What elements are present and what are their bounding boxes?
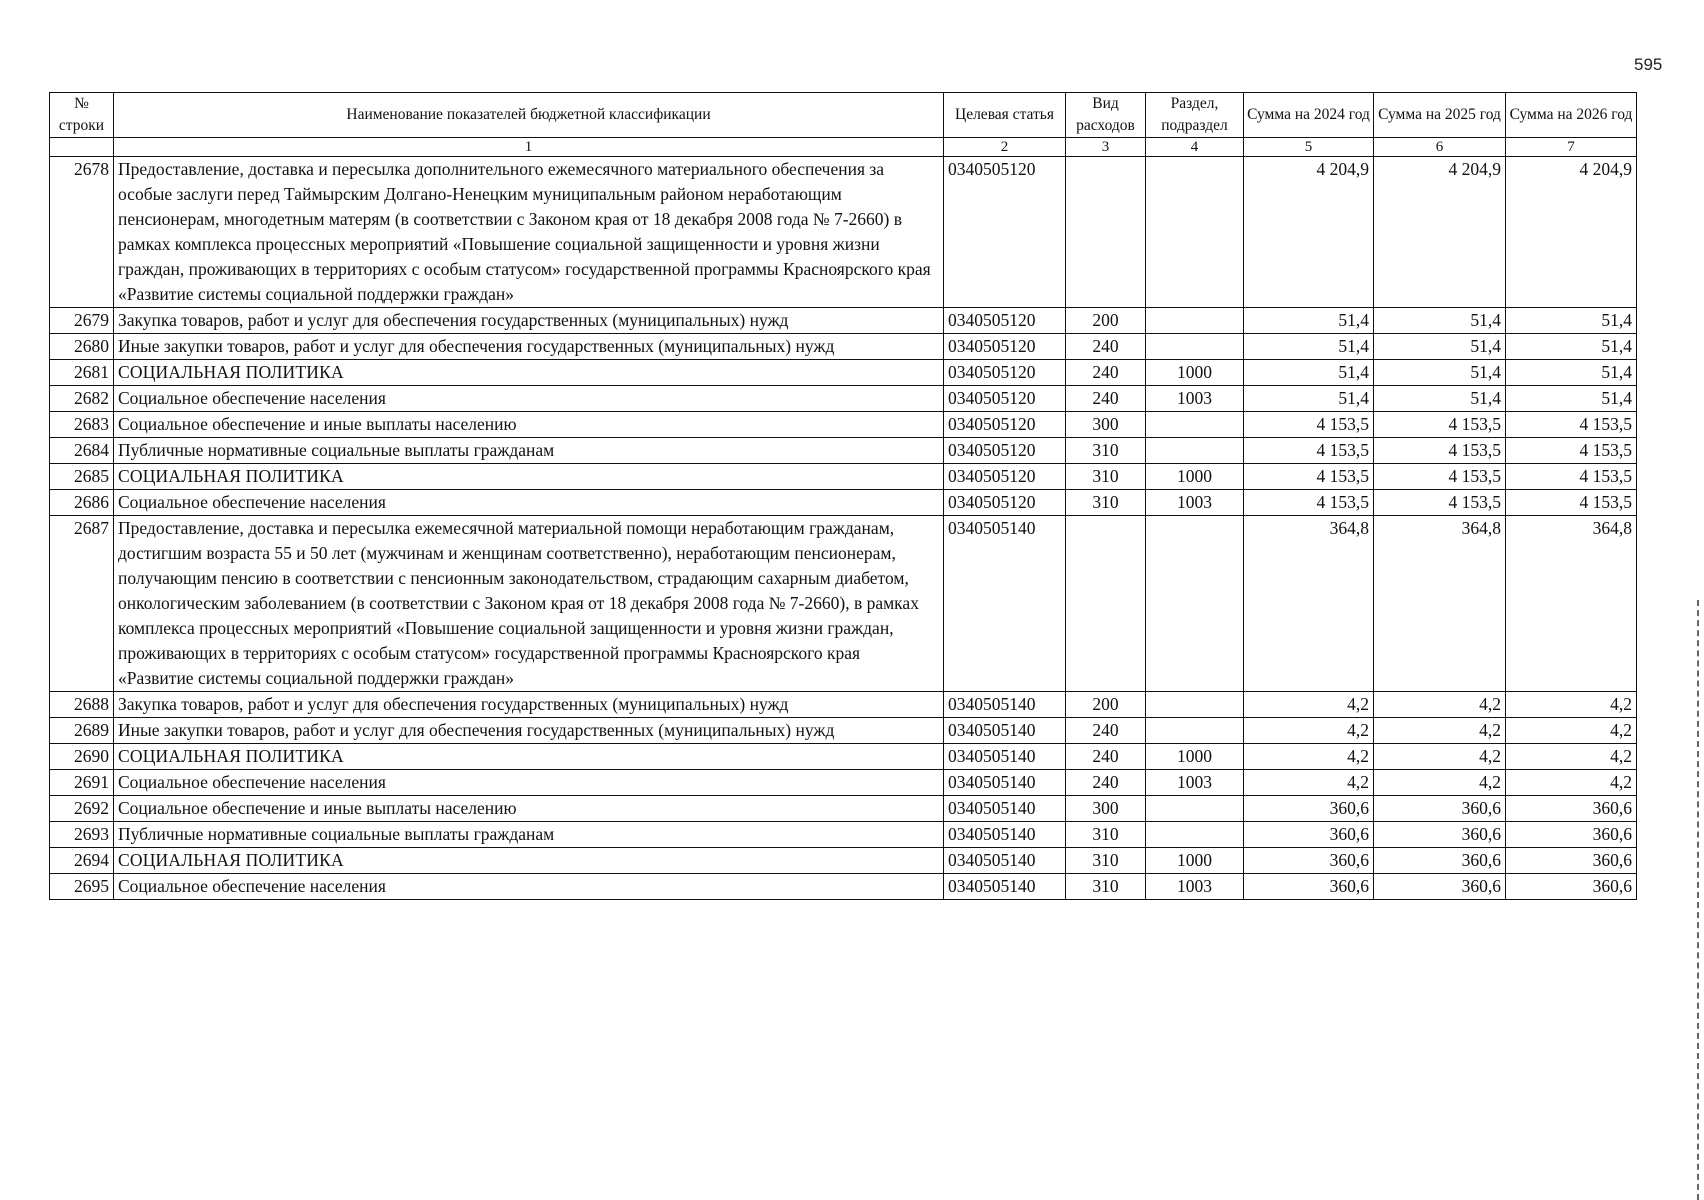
row-sum-2024: 4 153,5 xyxy=(1244,412,1374,438)
row-sum-2024: 51,4 xyxy=(1244,334,1374,360)
budget-table xyxy=(49,92,1637,900)
row-sum-2024: 4 204,9 xyxy=(1244,157,1374,308)
row-sum-2025: 4,2 xyxy=(1374,718,1506,744)
row-target: 0340505120 xyxy=(944,464,1066,490)
row-name: Социальное обеспечение населения xyxy=(114,874,944,900)
row-sum-2026: 4 153,5 xyxy=(1506,464,1637,490)
row-target: 0340505140 xyxy=(944,516,1066,692)
header-numbers-row xyxy=(50,138,1637,157)
row-name: Иные закупки товаров, работ и услуг для обеспечения государственных (муниципальных) нужд xyxy=(114,718,944,744)
row-name: СОЦИАЛЬНАЯ ПОЛИТИКА xyxy=(114,464,944,490)
row-name: СОЦИАЛЬНАЯ ПОЛИТИКА xyxy=(114,360,944,386)
row-sum-2026: 51,4 xyxy=(1506,386,1637,412)
row-sum-2025: 4 153,5 xyxy=(1374,464,1506,490)
row-target: 0340505120 xyxy=(944,360,1066,386)
row-sum-2025: 4 153,5 xyxy=(1374,412,1506,438)
row-section: 1000 xyxy=(1146,464,1244,490)
row-type: 240 xyxy=(1066,770,1146,796)
row-sum-2025: 364,8 xyxy=(1374,516,1506,692)
row-sum-2024: 4 153,5 xyxy=(1244,490,1374,516)
table-row xyxy=(50,796,1637,822)
header-num: 4 xyxy=(1146,138,1244,157)
row-sum-2025: 360,6 xyxy=(1374,822,1506,848)
row-number: 2692 xyxy=(50,796,114,822)
row-sum-2026: 364,8 xyxy=(1506,516,1637,692)
row-sum-2026: 360,6 xyxy=(1506,848,1637,874)
row-number: 2693 xyxy=(50,822,114,848)
row-number: 2685 xyxy=(50,464,114,490)
header-sum-2025: Сумма на 2025 год xyxy=(1374,93,1506,138)
row-sum-2024: 51,4 xyxy=(1244,386,1374,412)
row-section xyxy=(1146,334,1244,360)
row-sum-2025: 360,6 xyxy=(1374,874,1506,900)
row-target: 0340505120 xyxy=(944,412,1066,438)
row-sum-2026: 4,2 xyxy=(1506,770,1637,796)
table-row xyxy=(50,490,1637,516)
table-row xyxy=(50,360,1637,386)
row-target: 0340505140 xyxy=(944,796,1066,822)
row-type: 310 xyxy=(1066,874,1146,900)
row-number: 2680 xyxy=(50,334,114,360)
row-number: 2690 xyxy=(50,744,114,770)
row-sum-2025: 51,4 xyxy=(1374,386,1506,412)
row-name: Публичные нормативные социальные выплаты гражданам xyxy=(114,822,944,848)
header-num: 3 xyxy=(1066,138,1146,157)
header-num: 7 xyxy=(1506,138,1637,157)
row-number: 2687 xyxy=(50,516,114,692)
row-sum-2024: 4 153,5 xyxy=(1244,438,1374,464)
row-section: 1003 xyxy=(1146,874,1244,900)
row-number: 2678 xyxy=(50,157,114,308)
row-name: СОЦИАЛЬНАЯ ПОЛИТИКА xyxy=(114,848,944,874)
row-type: 300 xyxy=(1066,796,1146,822)
row-type: 300 xyxy=(1066,412,1146,438)
row-sum-2026: 4 153,5 xyxy=(1506,412,1637,438)
row-number: 2694 xyxy=(50,848,114,874)
row-type: 310 xyxy=(1066,848,1146,874)
row-type: 240 xyxy=(1066,334,1146,360)
row-sum-2025: 360,6 xyxy=(1374,848,1506,874)
row-target: 0340505140 xyxy=(944,822,1066,848)
row-sum-2024: 51,4 xyxy=(1244,360,1374,386)
row-section xyxy=(1146,718,1244,744)
row-name: Социальное обеспечение и иные выплаты населению xyxy=(114,796,944,822)
table-row xyxy=(50,157,1637,308)
row-type xyxy=(1066,516,1146,692)
scan-edge-marks xyxy=(1697,600,1701,1200)
row-sum-2026: 360,6 xyxy=(1506,874,1637,900)
row-sum-2024: 360,6 xyxy=(1244,796,1374,822)
row-sum-2026: 4 204,9 xyxy=(1506,157,1637,308)
row-sum-2025: 51,4 xyxy=(1374,308,1506,334)
table-row xyxy=(50,308,1637,334)
row-section xyxy=(1146,692,1244,718)
row-name: Публичные нормативные социальные выплаты гражданам xyxy=(114,438,944,464)
row-name: Предоставление, доставка и пересылка дополнительного ежемесячного материального обеспечения за особые заслуги перед Таймырским Долгано-Ненецким муниципальным районом неработающим пенсионерам, многодетным матерям (в соответствии с Законом края от 18 декабря 2008 года № 7-2660) в рамках комплекса процессных мероприятий «Повышение социальной защищенности и уровня жизни граждан, проживающих в территориях с особым статусом» государственной программы Красноярского края «Развитие системы социальной поддержки граждан» xyxy=(114,157,944,308)
row-sum-2024: 4,2 xyxy=(1244,692,1374,718)
row-number: 2688 xyxy=(50,692,114,718)
table-row xyxy=(50,770,1637,796)
row-sum-2025: 4,2 xyxy=(1374,744,1506,770)
row-section: 1000 xyxy=(1146,360,1244,386)
header-name: Наименование показателей бюджетной классификации xyxy=(114,93,944,138)
table-row xyxy=(50,334,1637,360)
row-number: 2686 xyxy=(50,490,114,516)
row-name: Закупка товаров, работ и услуг для обеспечения государственных (муниципальных) нужд xyxy=(114,692,944,718)
row-sum-2024: 4 153,5 xyxy=(1244,464,1374,490)
row-name: Социальное обеспечение населения xyxy=(114,490,944,516)
row-sum-2026: 51,4 xyxy=(1506,360,1637,386)
row-sum-2025: 51,4 xyxy=(1374,334,1506,360)
row-name: Социальное обеспечение населения xyxy=(114,770,944,796)
table-row xyxy=(50,744,1637,770)
row-sum-2026: 360,6 xyxy=(1506,822,1637,848)
row-section: 1003 xyxy=(1146,770,1244,796)
table-row xyxy=(50,438,1637,464)
row-name: Социальное обеспечение населения xyxy=(114,386,944,412)
row-sum-2025: 4 204,9 xyxy=(1374,157,1506,308)
row-sum-2024: 4,2 xyxy=(1244,770,1374,796)
row-sum-2025: 4,2 xyxy=(1374,770,1506,796)
row-target: 0340505140 xyxy=(944,744,1066,770)
table-row xyxy=(50,822,1637,848)
row-sum-2026: 51,4 xyxy=(1506,334,1637,360)
table-row xyxy=(50,692,1637,718)
row-sum-2024: 51,4 xyxy=(1244,308,1374,334)
row-sum-2025: 360,6 xyxy=(1374,796,1506,822)
header-type: Вид расходов xyxy=(1066,93,1146,138)
row-sum-2026: 51,4 xyxy=(1506,308,1637,334)
header-num-blank xyxy=(50,138,114,157)
header-sum-2024: Сумма на 2024 год xyxy=(1244,93,1374,138)
row-number: 2681 xyxy=(50,360,114,386)
row-number: 2679 xyxy=(50,308,114,334)
row-sum-2025: 4 153,5 xyxy=(1374,438,1506,464)
row-name: Иные закупки товаров, работ и услуг для обеспечения государственных (муниципальных) нужд xyxy=(114,334,944,360)
row-sum-2025: 51,4 xyxy=(1374,360,1506,386)
row-sum-2026: 4 153,5 xyxy=(1506,490,1637,516)
row-number: 2695 xyxy=(50,874,114,900)
header-num: 6 xyxy=(1374,138,1506,157)
row-section xyxy=(1146,412,1244,438)
row-section xyxy=(1146,516,1244,692)
row-target: 0340505120 xyxy=(944,157,1066,308)
row-section xyxy=(1146,157,1244,308)
table-row xyxy=(50,464,1637,490)
table-row xyxy=(50,516,1637,692)
row-type: 310 xyxy=(1066,822,1146,848)
header-num: 2 xyxy=(944,138,1066,157)
header-num: 5 xyxy=(1244,138,1374,157)
row-number: 2682 xyxy=(50,386,114,412)
row-name: Предоставление, доставка и пересылка ежемесячной материальной помощи неработающим гражданам, достигшим возраста 55 и 50 лет (мужчинам и женщинам соответственно), неработающим пенсионерам, получающим пенсию в соответствии с пенсионным законодательством, страдающим сахарным диабетом, онкологическим заболеванием (в соответствии с Законом края от 18 декабря 2008 года № 7-2660), в рамках комплекса процессных мероприятий «Повышение социальной защищенности и уровня жизни граждан, проживающих в территориях с особым статусом» государственной программы Красноярского края «Развитие системы социальной поддержки граждан» xyxy=(114,516,944,692)
row-type: 310 xyxy=(1066,438,1146,464)
row-type: 200 xyxy=(1066,692,1146,718)
row-section: 1003 xyxy=(1146,490,1244,516)
row-type: 240 xyxy=(1066,386,1146,412)
row-section xyxy=(1146,822,1244,848)
row-name: Закупка товаров, работ и услуг для обеспечения государственных (муниципальных) нужд xyxy=(114,308,944,334)
row-name: СОЦИАЛЬНАЯ ПОЛИТИКА xyxy=(114,744,944,770)
row-target: 0340505120 xyxy=(944,308,1066,334)
row-sum-2026: 4,2 xyxy=(1506,718,1637,744)
row-type xyxy=(1066,157,1146,308)
header-target: Целевая статья xyxy=(944,93,1066,138)
header-row-no: № строки xyxy=(50,93,114,138)
header-section: Раздел, подраздел xyxy=(1146,93,1244,138)
row-section: 1000 xyxy=(1146,848,1244,874)
row-sum-2026: 4 153,5 xyxy=(1506,438,1637,464)
row-section: 1000 xyxy=(1146,744,1244,770)
row-type: 240 xyxy=(1066,360,1146,386)
row-target: 0340505140 xyxy=(944,848,1066,874)
table-row xyxy=(50,386,1637,412)
row-target: 0340505140 xyxy=(944,718,1066,744)
row-sum-2024: 360,6 xyxy=(1244,848,1374,874)
header-sum-2026: Сумма на 2026 год xyxy=(1506,93,1637,138)
row-name: Социальное обеспечение и иные выплаты населению xyxy=(114,412,944,438)
row-sum-2026: 4,2 xyxy=(1506,692,1637,718)
row-type: 310 xyxy=(1066,490,1146,516)
row-sum-2024: 360,6 xyxy=(1244,874,1374,900)
row-target: 0340505120 xyxy=(944,438,1066,464)
row-target: 0340505120 xyxy=(944,386,1066,412)
row-sum-2024: 360,6 xyxy=(1244,822,1374,848)
row-number: 2684 xyxy=(50,438,114,464)
row-sum-2025: 4 153,5 xyxy=(1374,490,1506,516)
row-section xyxy=(1146,308,1244,334)
row-type: 200 xyxy=(1066,308,1146,334)
row-sum-2024: 364,8 xyxy=(1244,516,1374,692)
row-target: 0340505140 xyxy=(944,874,1066,900)
row-sum-2026: 4,2 xyxy=(1506,744,1637,770)
row-section: 1003 xyxy=(1146,386,1244,412)
header-row xyxy=(50,93,1637,138)
row-sum-2024: 4,2 xyxy=(1244,718,1374,744)
row-sum-2025: 4,2 xyxy=(1374,692,1506,718)
row-target: 0340505140 xyxy=(944,770,1066,796)
row-number: 2691 xyxy=(50,770,114,796)
table-row xyxy=(50,874,1637,900)
table-row xyxy=(50,848,1637,874)
row-section xyxy=(1146,796,1244,822)
row-type: 240 xyxy=(1066,718,1146,744)
row-number: 2683 xyxy=(50,412,114,438)
row-sum-2026: 360,6 xyxy=(1506,796,1637,822)
row-number: 2689 xyxy=(50,718,114,744)
row-sum-2024: 4,2 xyxy=(1244,744,1374,770)
row-target: 0340505140 xyxy=(944,692,1066,718)
header-num: 1 xyxy=(114,138,944,157)
table-row xyxy=(50,412,1637,438)
table-row xyxy=(50,718,1637,744)
row-type: 310 xyxy=(1066,464,1146,490)
row-type: 240 xyxy=(1066,744,1146,770)
page-number: 595 xyxy=(1634,55,1663,74)
row-target: 0340505120 xyxy=(944,334,1066,360)
row-target: 0340505120 xyxy=(944,490,1066,516)
row-section xyxy=(1146,438,1244,464)
